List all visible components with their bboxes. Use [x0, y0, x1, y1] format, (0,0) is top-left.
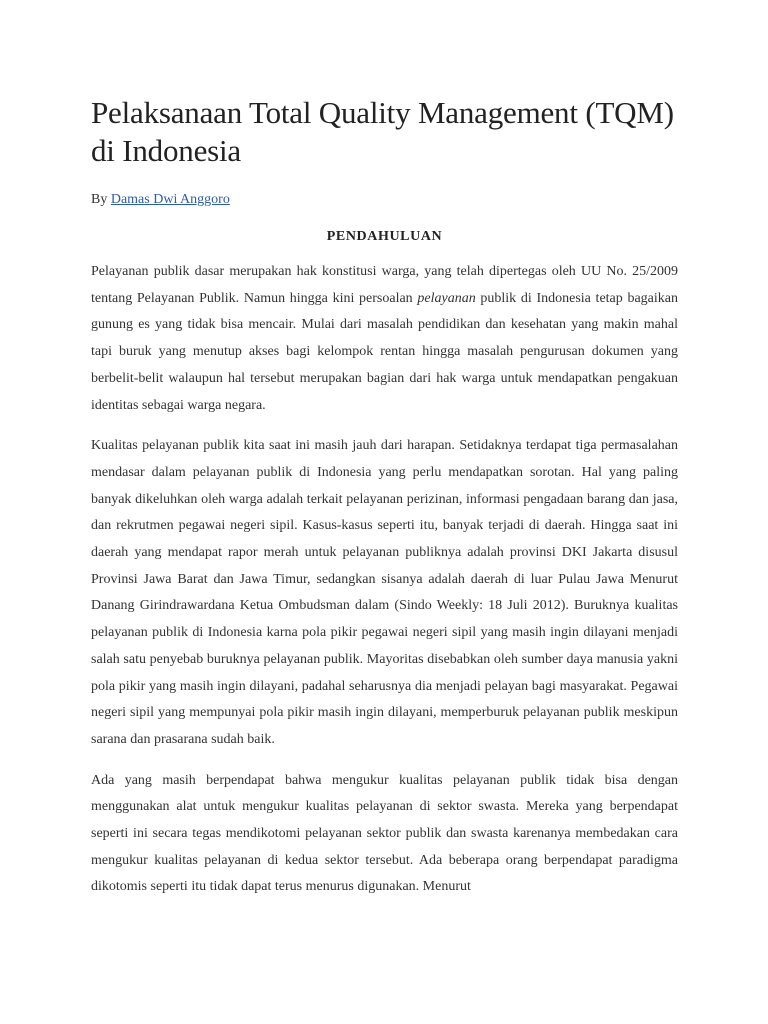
paragraph-1-text-a: Pelayanan publik dasar merupakan hak konstitusi warga, yang telah dipertegas oleh UU No. 25/2009 tentang Pelayanan Publik. Namun hingga kini persoalan [91, 264, 678, 306]
paragraph-2: Kualitas pelayanan publik kita saat ini masih jauh dari harapan. Setidaknya terdapat tiga permasalahan mendasar dalam pelayanan publik di Indonesia yang perlu mendapatkan sorotan. Hal yang paling banyak dikeluhkan oleh warga adalah terkait pelayanan perizinan, informasi pengadaan barang dan jasa, dan rekrutmen pegawai negeri sipil. Kasus-kasus seperti itu, banyak terjadi di daerah. Hingga saat ini daerah yang mendapat rapor merah untuk pelayanan publiknya adalah provinsi DKI Jakarta disusul Provinsi Jawa Barat dan Jawa Timur, sedangkan sisanya adalah daerah di luar Pulau Jawa Menurut Danang Girindrawardana Ketua Ombudsman dalam (Sindo Weekly: 18 Juli 2012). Buruknya kualitas pelayanan publik di Indonesia karna pola pikir pegawai negeri sipil yang masih ingin dilayani menjadi salah satu penyebab buruknya pelayanan publik. Mayoritas disebabkan oleh sumber daya manusia yakni pola pikir yang masih ingin dilayani, padahal seharusnya dia menjadi pelayan bagi masyarakat. Pegawai negeri sipil yang mempunyai pola pikir masih ingin dilayani, memperburuk pelayanan publik meskipun sarana dan prasarana sudah baik. [91, 438, 678, 747]
byline [91, 191, 678, 209]
paragraph-1 [91, 259, 678, 419]
byline-prefix: By [91, 192, 111, 207]
author-link[interactable]: Damas Dwi Anggoro [110, 192, 230, 207]
paragraph-3: Ada yang masih berpendapat bahwa mengukur kualitas pelayanan publik tidak bisa dengan menggunakan alat untuk mengukur kualitas pelayanan di sektor swasta. Mereka yang berpendapat seperti ini secara tegas mendikotomi pelayanan sektor publik dan swasta karenanya membedakan cara mengukur kualitas pelayanan di kedua sektor tersebut. Ada beberapa orang berpendapat paradigma dikotomis seperti itu tidak dapat terus menurus digunakan. Menurut [91, 772, 678, 895]
paragraph-1-text-b: publik di Indonesia tetap bagaikan gunung es yang tidak bisa mencair. Mulai dari masalah pendidikan dan kesehatan yang makin mahal tapi buruk yang menutup akses bagi kelompok rentan hingga masalah pengurusan dokumen yang berbelit-belit walaupun hal tersebut merupakan bagian dari hak warga untuk mendapatkan pengakuan identitas sebagai warga negara. [91, 290, 678, 413]
article-title: Pelaksanaan Total Quality Management (TQM) di Indonesia [91, 95, 674, 168]
section-heading: PENDAHULUAN [326, 229, 443, 244]
article [91, 94, 678, 901]
paragraph-1-emphasis: pelayanan [417, 290, 476, 306]
